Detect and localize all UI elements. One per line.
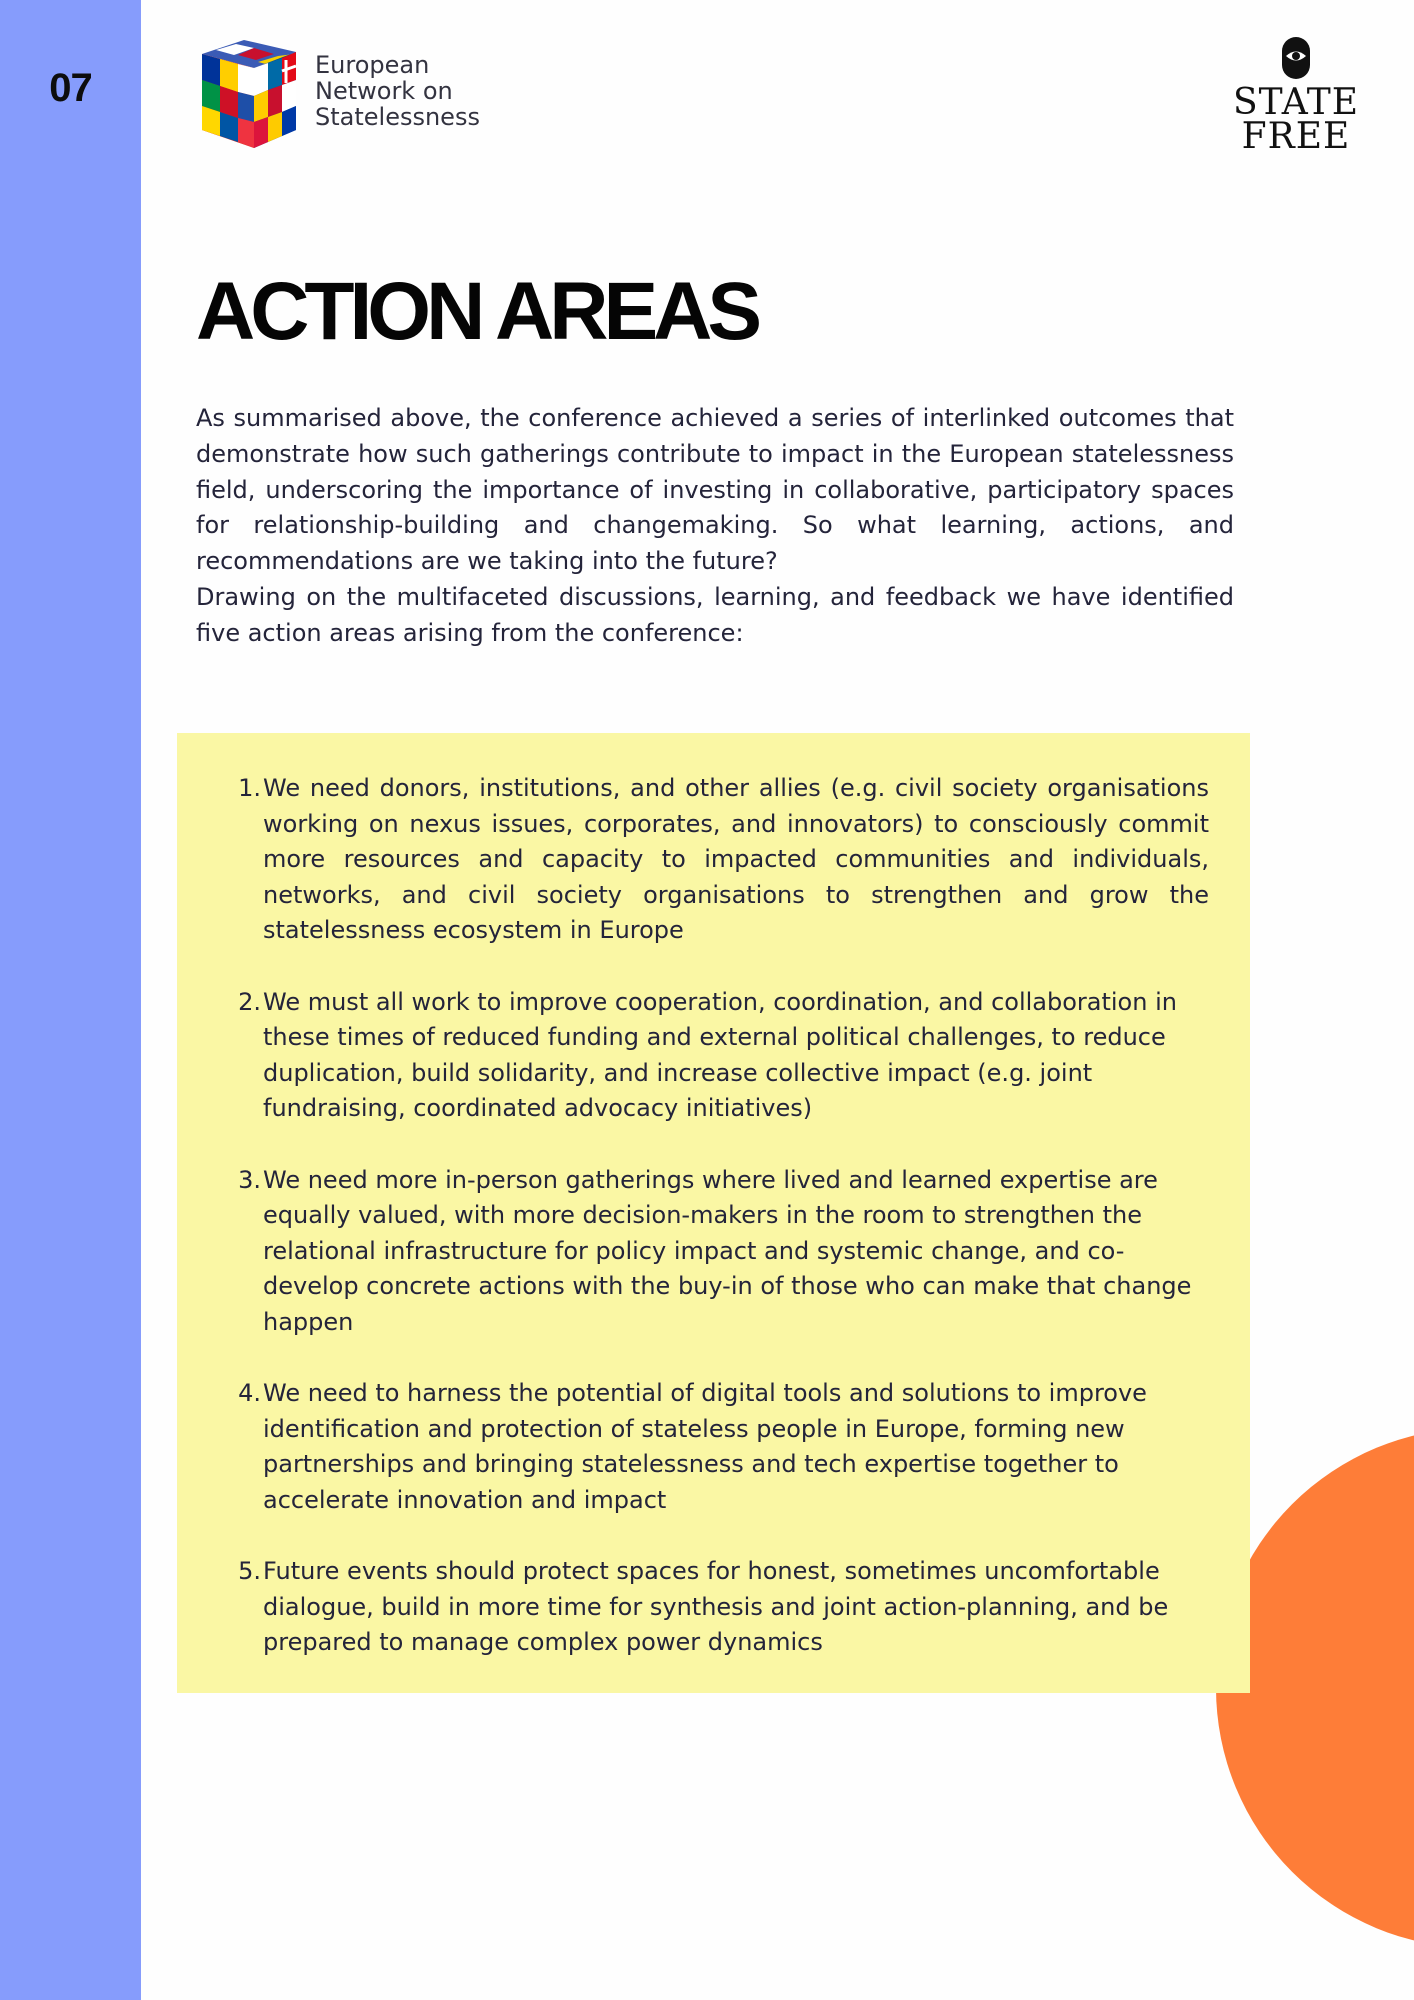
list-item (177, 1376, 1300, 1518)
list-item-text: We must all work to improve cooperation, coordination, and collaboration in these times of reduced funding and external political challenges, to reduce duplication, build solidarity, and increase collective impact (e.g. joint fundraising, coordinated advocacy initiatives) (263, 987, 1177, 1122)
action-areas-list (177, 771, 1300, 1697)
org-name-line: Network on (315, 77, 453, 105)
org-name (315, 52, 480, 130)
action-areas-box (177, 733, 1250, 1693)
list-item (177, 771, 1300, 949)
list-item-number: 1. (238, 774, 261, 802)
page-title: ACTION AREAS (196, 266, 758, 357)
wordmark-line: FREE (1241, 116, 1351, 157)
list-item (177, 1554, 1300, 1661)
list-item-number: 5. (238, 1557, 261, 1585)
list-item (177, 1163, 1300, 1341)
list-item (177, 985, 1300, 1127)
intro-text (196, 401, 1234, 652)
flag-cube-icon (196, 38, 302, 150)
side-bar (0, 0, 141, 2000)
list-item-number: 2. (238, 987, 261, 1016)
intro-paragraph: Drawing on the multifaceted discussions, learning, and feedback we have identified five action areas arising from the conference: (196, 582, 1234, 647)
european-network-on-statelessness-logo (196, 38, 496, 154)
list-item-text: Future events should protect spaces for honest, sometimes uncomfortable dialogue, build in more time for synthesis and joint action-planning, and be prepared to manage complex power dynamics (263, 1557, 1169, 1656)
state-free-logo (1226, 36, 1366, 166)
eye-icon (1281, 36, 1311, 80)
list-item-text: We need donors, institutions, and other allies (e.g. civil society organisations working on nexus issues, corporates, and innovators) to consciously commit more resources and capacity to impacted communities and individuals, networks, and civil society organisations to strengthen and grow the statelessness ecosystem in Europe (263, 774, 1209, 944)
list-item-text: We need to harness the potential of digital tools and solutions to improve identification and protection of stateless people in Europe, forming new partnerships and bringing statelessness and tech expertise together to accelerate innovation and impact (263, 1379, 1147, 1514)
list-item-number: 3. (238, 1165, 261, 1194)
list-item-number: 4. (238, 1379, 261, 1407)
org-name-line: European (315, 51, 430, 79)
org-name-line: Statelessness (315, 103, 480, 131)
page-number: 07 (49, 66, 92, 110)
intro-paragraph: As summarised above, the conference achieved a series of interlinked outcomes that demonstrate how such gatherings contribute to impact in the European statelessness field, underscoring the importance of investing in collaborative, participatory spaces for relationship-building and changemaking. So what learning, actions, and recommendations are we taking into the future? (196, 404, 1234, 576)
state-free-wordmark (1226, 82, 1366, 157)
wordmark-line: STATE (1232, 82, 1360, 123)
list-item-text: We need more in-person gatherings where lived and learned expertise are equally valued, with more decision-makers in the room to strengthen the relational infrastructure for policy impact and systemic change, and co-develop concrete actions with the buy-in of those who can make that change happen (263, 1165, 1192, 1336)
